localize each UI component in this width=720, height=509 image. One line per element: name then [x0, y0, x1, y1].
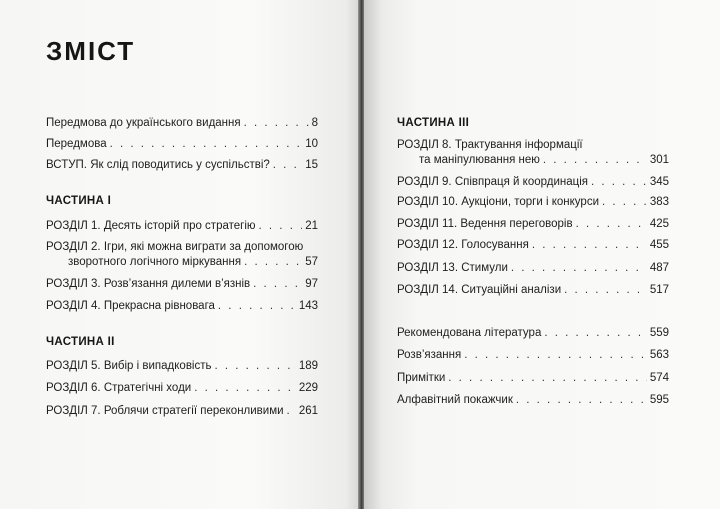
toc-entry-page: 487	[649, 262, 669, 274]
toc-entry	[397, 138, 669, 168]
toc-entry-title-cont: зворотного логічного міркування	[68, 256, 242, 268]
dot-leader	[287, 404, 296, 418]
part-heading: ЧАСТИНА ІІІ	[397, 117, 470, 129]
dot-leader	[511, 261, 647, 275]
toc-entry-page: 425	[649, 218, 669, 230]
toc-entry-title: РОЗДІЛ 10. Аукціони, торги і конкурси	[397, 196, 599, 208]
dot-leader	[259, 219, 303, 233]
dot-leader	[253, 277, 302, 291]
toc-entry-title-cont: та маніпулювання нею	[419, 154, 540, 166]
toc-entry-page: 517	[649, 284, 669, 296]
toc-entry-page: 189	[298, 360, 318, 372]
toc-entry-title: РОЗДІЛ 11. Ведення переговорів	[397, 218, 573, 230]
dot-leader	[448, 371, 647, 385]
toc-entry-title: Алфавітний покажчик	[397, 394, 513, 406]
toc-entry-title: Рекомендована література	[397, 327, 542, 339]
toc-entry-page: 345	[649, 176, 669, 188]
toc-entry	[397, 195, 669, 209]
toc-entry-title: ВСТУП. Як слід поводитись у суспільстві?	[46, 159, 270, 171]
toc-entry	[46, 137, 318, 151]
dot-leader	[591, 175, 647, 189]
toc-entry-page: 563	[649, 349, 669, 361]
toc-entry-title: РОЗДІЛ 13. Стимули	[397, 262, 508, 274]
toc-entry-page: 8	[311, 117, 318, 129]
toc-entry-page: 559	[649, 327, 669, 339]
toc-entry-title: РОЗДІЛ 12. Голосування	[397, 239, 529, 251]
right-page	[364, 0, 720, 509]
toc-entry-title: РОЗДІЛ 6. Стратегічні ходи	[46, 382, 192, 394]
toc-entry	[46, 219, 318, 233]
toc-entry-title: Передмова до українського видання	[46, 117, 241, 129]
toc-entry	[46, 116, 318, 130]
dot-leader	[218, 299, 296, 313]
toc-entry-page: 383	[649, 196, 669, 208]
toc-entry-page: 143	[298, 300, 318, 312]
toc-heading: ЗМІСТ	[46, 36, 136, 66]
toc-entry	[397, 326, 669, 340]
toc-entry	[46, 240, 318, 270]
toc-entry	[46, 404, 318, 418]
toc-entry	[46, 359, 318, 373]
part-heading: ЧАСТИНА ІІ	[46, 336, 115, 348]
toc-entry-page: 455	[649, 239, 669, 251]
toc-entry	[397, 261, 669, 275]
dot-leader	[244, 255, 302, 270]
toc-entry-page: 15	[305, 159, 318, 171]
toc-entry-title: РОЗДІЛ 9. Співпраця й координація	[397, 176, 588, 188]
toc-entry-page: 97	[305, 278, 318, 290]
dot-leader	[110, 137, 303, 151]
toc-entry	[397, 393, 669, 407]
toc-entry-title: Примітки	[397, 372, 446, 384]
dot-leader	[464, 348, 647, 362]
toc-entry-title: РОЗДІЛ 1. Десять історій про стратегію	[46, 220, 256, 232]
dot-leader	[543, 153, 647, 168]
dot-leader	[576, 217, 647, 231]
toc-entry-title: РОЗДІЛ 8. Трактування інформації	[397, 139, 583, 151]
dot-leader	[564, 283, 647, 297]
toc-entry-page: 21	[305, 220, 318, 232]
dot-leader	[602, 195, 647, 209]
toc-entry	[397, 217, 669, 231]
toc-entry-title: РОЗДІЛ 7. Роблячи стратегії переконливими	[46, 405, 284, 417]
toc-entry	[397, 371, 669, 385]
dot-leader	[273, 158, 302, 172]
dot-leader	[244, 116, 309, 130]
dot-leader	[532, 238, 647, 252]
toc-entry-title: Передмова	[46, 138, 107, 150]
toc-entry	[46, 381, 318, 395]
dot-leader	[215, 359, 296, 373]
toc-entry-page: 595	[649, 394, 669, 406]
toc-entry-page: 261	[298, 405, 318, 417]
toc-entry	[397, 175, 669, 189]
toc-entry-page: 10	[305, 138, 318, 150]
toc-entry-title: РОЗДІЛ 4. Прекрасна рівновага	[46, 300, 215, 312]
toc-entry	[397, 238, 669, 252]
toc-entry	[397, 348, 669, 362]
toc-entry-page: 574	[649, 372, 669, 384]
dot-leader	[544, 326, 646, 340]
toc-entry	[46, 158, 318, 172]
toc-entry	[46, 299, 318, 313]
toc-entry-title: Розв’язання	[397, 349, 462, 361]
toc-entry	[46, 277, 318, 291]
toc-entry-page: 301	[649, 154, 669, 166]
toc-entry-page: 57	[305, 256, 318, 268]
toc-entry-title: РОЗДІЛ 5. Вибір і випадковість	[46, 360, 212, 372]
toc-entry	[397, 283, 669, 297]
toc-entry-title: РОЗДІЛ 2. Ігри, які можна виграти за допомогою	[46, 241, 304, 253]
toc-entry-title: РОЗДІЛ 14. Ситуаційні аналізи	[397, 284, 562, 296]
toc-entry-title: РОЗДІЛ 3. Розв’язання дилеми в’язнів	[46, 278, 251, 290]
dot-leader	[194, 381, 296, 395]
toc-entry-page: 229	[298, 382, 318, 394]
part-heading: ЧАСТИНА І	[46, 195, 112, 207]
dot-leader	[516, 393, 647, 407]
